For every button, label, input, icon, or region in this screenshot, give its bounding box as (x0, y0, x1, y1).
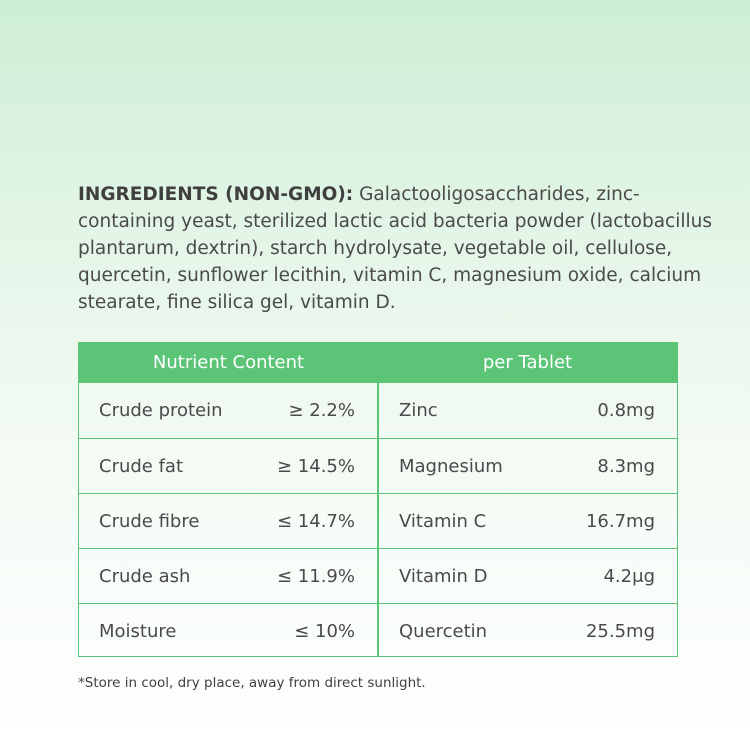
table-header (79, 343, 677, 383)
storage-note: *Store in cool, dry place, away from direct sunlight. (78, 675, 426, 691)
mineral-value: 0.8mg (597, 400, 655, 421)
ingredients-paragraph (78, 181, 718, 316)
table-row (79, 603, 677, 659)
nutrient-name: Crude fibre (99, 511, 200, 532)
mineral-name: Vitamin C (399, 511, 487, 532)
mineral-name: Vitamin D (399, 566, 488, 587)
nutrient-table (78, 342, 678, 657)
nutrient-name: Crude protein (99, 400, 223, 421)
mineral-value: 4.2μg (603, 566, 655, 587)
table-row (79, 383, 677, 438)
mineral-value: 16.7mg (585, 511, 655, 532)
table-row (79, 438, 677, 494)
nutrient-value: ≤ 11.9% (277, 566, 355, 587)
header-per-tablet: per Tablet (482, 352, 573, 373)
mineral-value: 25.5mg (585, 621, 655, 642)
table-row (79, 548, 677, 604)
mineral-name: Zinc (399, 400, 438, 421)
mineral-name: Quercetin (399, 621, 488, 642)
nutrient-name: Crude fat (99, 456, 184, 477)
ingredients-text: Galactooligosaccharides, zinc-containing yeast, sterilized lactic acid bacteria powder (lactobacillus plantarum, dextrin), starch hydrolysate, vegetable oil, cellulose, quercetin, sunflower lecithin, vitamin C, magnesium oxide, calcium stearate, fine silica gel, vitamin D. (78, 184, 712, 313)
ingredients-label: INGREDIENTS (NON-GMO): (78, 184, 354, 205)
nutrient-name: Moisture (99, 621, 177, 642)
nutrient-name: Crude ash (99, 566, 191, 587)
nutrient-value: ≥ 2.2% (288, 400, 355, 421)
nutrient-value: ≤ 14.7% (277, 511, 355, 532)
table-row (79, 493, 677, 549)
mineral-name: Magnesium (399, 456, 503, 477)
mineral-value: 8.3mg (597, 456, 655, 477)
header-nutrient-content: Nutrient Content (152, 352, 305, 373)
nutrient-value: ≥ 14.5% (277, 456, 355, 477)
nutrient-value: ≤ 10% (294, 621, 355, 642)
